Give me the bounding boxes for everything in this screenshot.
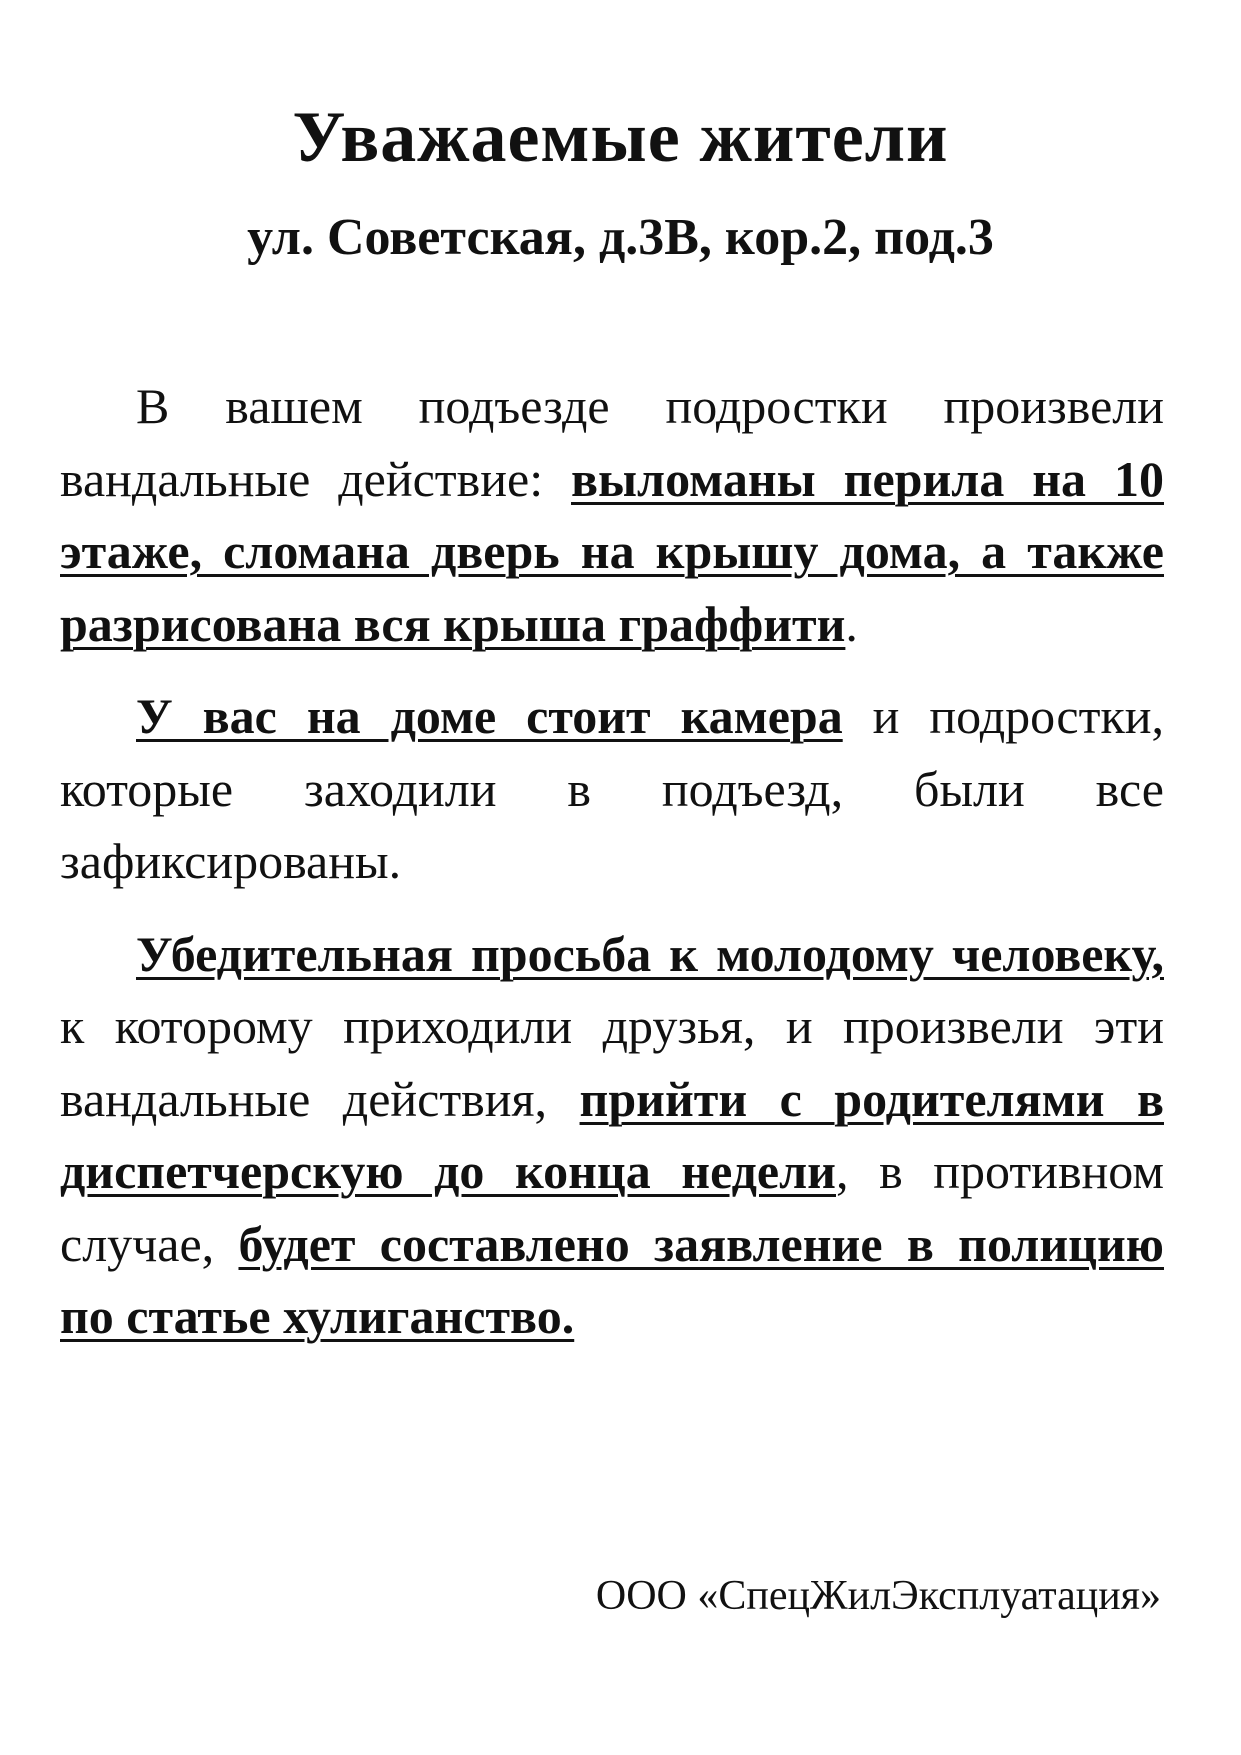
paragraph-request <box>60 918 1164 1353</box>
text-segment: к которому приходили друзья, и произвели эти вандальные действия, <box>60 998 1164 1127</box>
emphasized-damage-list: выломаны перила на 10 этаже, сломана дверь на крышу дома, а также разрисована вся крыша граффити <box>60 450 1164 652</box>
emphasized-camera-notice: У вас на доме стоит камера <box>136 688 843 744</box>
emphasized-police-warning: будет составлено заявление в полицию по статье хулиганство. <box>60 1215 1164 1344</box>
notice-title: Уважаемые жители <box>292 97 949 177</box>
text-segment: . <box>845 595 858 652</box>
emphasized-request: Убедительная просьба к молодому человеку, <box>136 925 1164 982</box>
text-segment: , в противном случае, <box>60 1143 1164 1272</box>
paragraph-vandalism <box>60 370 1164 660</box>
text-segment: и подростки, которые заходили в подъезд, были все зафиксированы. <box>60 688 1164 889</box>
notice-address: ул. Советская, д.3В, кор.2, под.3 <box>247 209 994 266</box>
text-segment: В вашем подъезде подростки произвели вандальные действие: <box>60 378 1164 507</box>
signature-organization: ООО «СпецЖилЭксплуатация» <box>595 1573 1161 1619</box>
notice-body <box>60 370 1164 1373</box>
paragraph-camera <box>60 680 1164 898</box>
emphasized-deadline: прийти с родителями в диспетчерскую до конца недели <box>60 1070 1164 1199</box>
